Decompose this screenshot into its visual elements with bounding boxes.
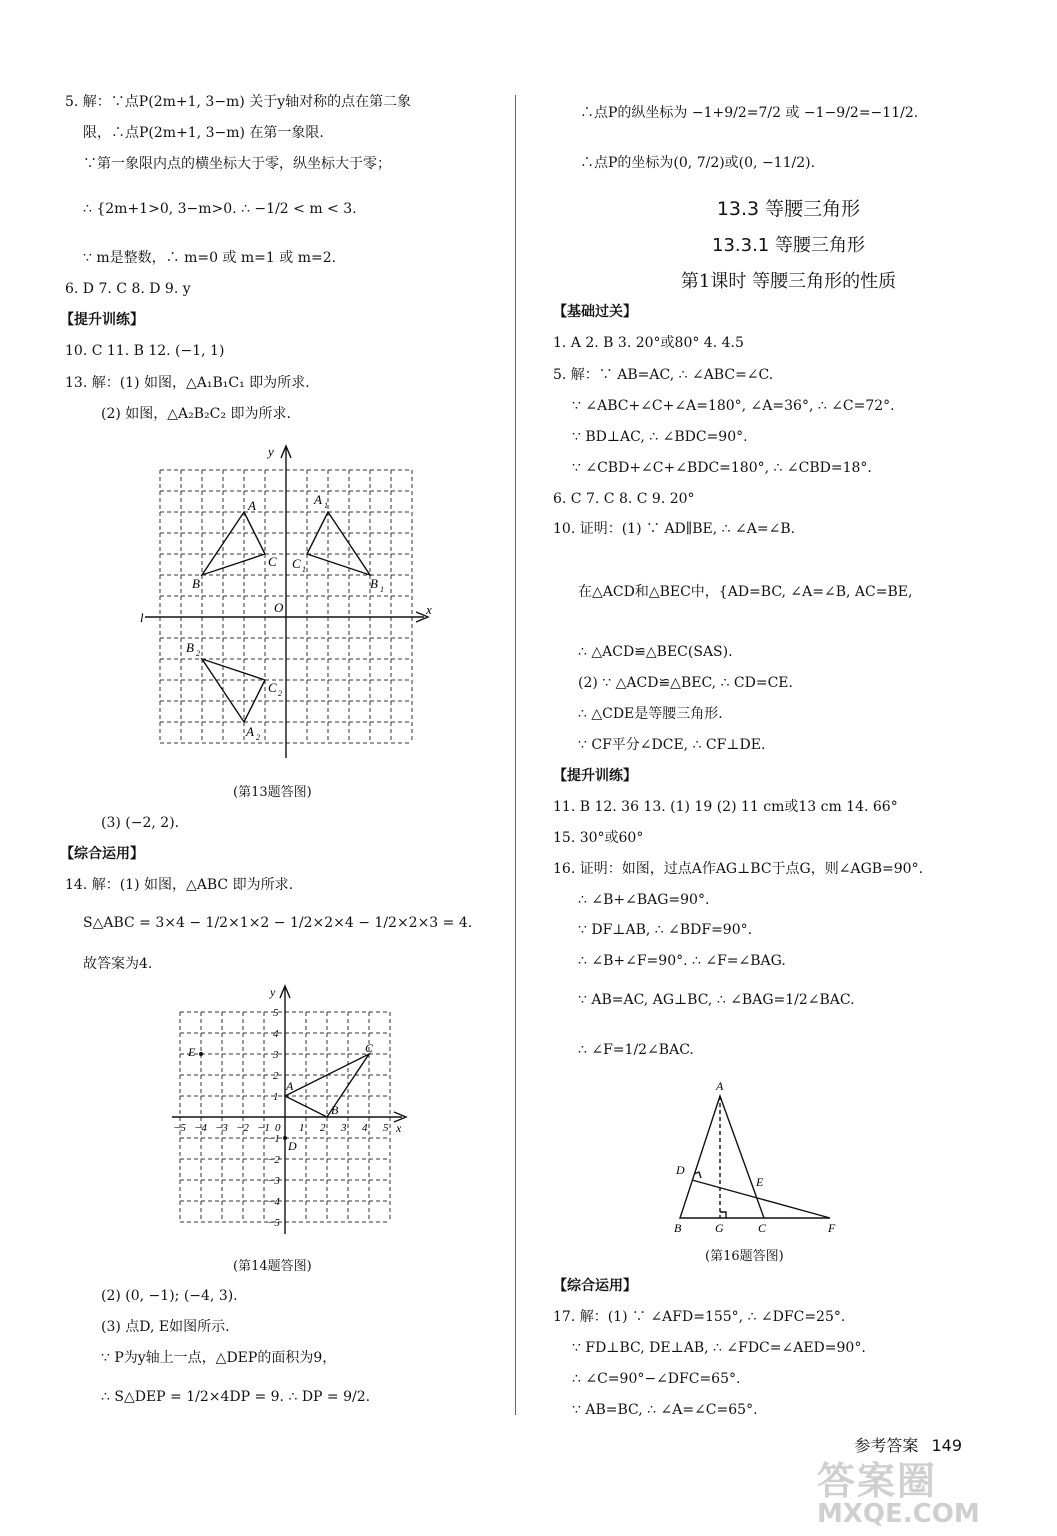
tick-label: 4 [273,1028,279,1040]
text-line: ∴点P的坐标为(0, 7/2)或(0, −11/2). [580,155,816,171]
section-heading: 【提升训练】 [553,768,637,784]
section-heading: 【综合运用】 [60,846,144,862]
text-line: ∵ P为y轴上一点，△DEP的面积为9， [101,1350,337,1366]
text-line: 17. 解：(1) ∵ ∠AFD=155°, ∴ ∠DFC=25°. [553,1309,846,1325]
section-title: 13.3 等腰三角形 [716,198,861,220]
page-number: 149 [931,1436,962,1455]
text-line: 10. C 11. B 12. (−1, 1) [65,343,225,359]
point-C-label: C [758,1221,767,1235]
point-D-label: D [288,1139,297,1153]
text-line: ∴ ∠B+∠F=90°. ∴ ∠F=∠BAG. [578,953,786,969]
subscript: 2 [278,689,282,698]
point-C-label: C [268,554,277,569]
tick-label: −1 [267,1133,280,1145]
axis-y-label: y [270,985,276,999]
point-E-dot [199,1052,203,1056]
point-D-dot [283,1136,287,1140]
text-line: 16. 证明：如图，过点A作AG⊥BC于点G，则∠AGB=90°. [553,861,924,877]
text-line: ∵ m是整数，∴ m=0 或 m=1 或 m=2. [83,250,337,266]
text-line: (2) ∵ △ACD≌△BEC, ∴ CD=CE. [578,675,793,691]
point-A-label: A [248,498,256,513]
tick-label: 2 [273,1070,279,1082]
text-line: ∴ ∠F=1/2∠BAC. [578,1042,694,1058]
point-B-label: B [674,1221,682,1235]
section-heading: 【提升训练】 [60,312,144,328]
footer-label: 参考答案 [854,1436,919,1455]
text-line: 11. B 12. 36 13. (1) 19 (2) 11 cm或13 cm 14. 66° [553,799,898,815]
text-line: 故答案为4. [83,956,153,972]
text-line: 13. 解：(1) 如图，△A₁B₁C₁ 即为所求. [65,375,310,391]
subscript: 1 [302,565,306,574]
section-heading: 【基础过关】 [553,304,637,320]
point-C2-label: C [268,680,277,695]
point-G-label: G [715,1221,724,1235]
text-line: ∵ DF⊥AB, ∴ ∠BDF=90°. [578,922,753,938]
point-F-label: F [828,1221,836,1235]
column-divider [515,95,516,1415]
text-line: ∵ AB=BC, ∴ ∠A=∠C=65°. [572,1402,758,1418]
tick-label: 3 [273,1049,279,1061]
text-line: ∵ ∠ABC+∠C+∠A=180°, ∠A=36°, ∴ ∠C=72°. [572,398,895,414]
figure-caption: (第16题答图) [705,1249,784,1264]
point-C1-label: C [292,556,301,571]
point-D-label: D [676,1163,685,1177]
text-line: ∴ △CDE是等腰三角形. [578,706,723,722]
tick-label: 5 [273,1007,279,1019]
subscript: 1 [324,501,328,510]
tick-label: −5 [267,1217,280,1229]
text-line: ∴ {2m+1>0, 3−m>0. ∴ −1/2 < m < 3. [83,201,357,217]
point-B1-label: B [370,576,378,591]
axis-x-label: x [426,602,432,617]
line-l-label: l [140,610,144,625]
text-line: ∵ BD⊥AC, ∴ ∠BDC=90°. [572,429,748,445]
subscript: 2 [196,649,200,658]
tick-label: −3 [267,1175,280,1187]
tick-label: −2 [236,1122,249,1134]
tick-label: 2 [320,1122,326,1134]
figure-caption: (第14题答图) [233,1259,312,1274]
figure-14-graph [160,982,410,1244]
section-heading: 【综合运用】 [553,1278,637,1294]
tick-label: 3 [341,1122,347,1134]
watermark [817,1450,1047,1530]
tick-label: 1 [273,1091,279,1103]
text-line: 6. C 7. C 8. C 9. 20° [553,491,695,507]
subscript: 1 [380,585,384,594]
tick-label: 0 [275,1122,281,1134]
text-line: 5. 解：∵点P(2m+1, 3−m) 关于y轴对称的点在第二象 [65,94,412,110]
figure-caption: (第13题答图) [233,785,312,800]
tick-label: −1 [257,1122,270,1134]
tick-label: −4 [267,1196,280,1208]
point-B-label: B [192,576,200,591]
text-line: 5. 解：∵ AB=AC, ∴ ∠ABC=∠C. [553,367,774,383]
text-line: 6. D 7. C 8. D 9. y [65,281,191,297]
text-line: ∵ AB=AC, AG⊥BC, ∴ ∠BAG=1/2∠BAC. [578,992,855,1008]
tick-label: −2 [267,1154,280,1166]
point-E-label: E [188,1045,196,1059]
text-line: 限，∴点P(2m+1, 3−m) 在第一象限. [83,125,324,141]
point-B-label: B [331,1103,339,1117]
figure-13-graph [140,440,440,760]
text-line: ∴ ∠C=90°−∠DFC=65°. [572,1371,741,1387]
text-line: (2) (0, −1); (−4, 3). [101,1288,238,1304]
tick-label: 5 [383,1122,389,1134]
text-line: 在△ACD和△BEC中，{AD=BC, ∠A=∠B, AC=BE, [578,584,913,600]
axis-x-label: x [396,1121,402,1135]
text-line: 1. A 2. B 3. 20°或80° 4. 4.5 [553,335,744,351]
text-line: ∵ ∠CBD+∠C+∠BDC=180°, ∴ ∠CBD=18°. [572,460,872,476]
subscript: 2 [256,733,260,742]
text-line: 10. 证明：(1) ∵ AD∥BE, ∴ ∠A=∠B. [553,521,796,537]
axis-y-label: y [268,444,274,459]
tick-label: −4 [194,1122,207,1134]
point-A1-label: A [314,492,322,507]
tick-label: −3 [215,1122,228,1134]
origin-label: O [274,600,284,615]
text-line: ∵第一象限内点的横坐标大于零，纵坐标大于零； [83,156,391,172]
point-C-label: C [365,1041,374,1055]
text-line: ∴ S△DEP = 1/2×4DP = 9. ∴ DP = 9/2. [101,1389,371,1405]
text-line: (3) (−2, 2). [101,815,180,831]
point-A2-label: A [246,724,254,739]
point-B2-label: B [186,640,194,655]
tick-label: 1 [299,1122,305,1134]
tick-label: 4 [362,1122,368,1134]
text-line: (3) 点D, E如图所示. [101,1319,230,1335]
text-line: S△ABC = 3×4 − 1/2×1×2 − 1/2×2×4 − 1/2×2×3 = 4. [83,915,473,931]
text-line: 14. 解：(1) 如图，△ABC 即为所求. [65,877,294,893]
watermark-top: 答案圈 [817,1459,938,1503]
text-line: 15. 30°或60° [553,830,644,846]
text-line: ∴ △ACD≌△BEC(SAS). [578,644,733,660]
subsection-title: 13.3.1 等腰三角形 [712,235,865,256]
text-line: (2) 如图，△A₂B₂C₂ 即为所求. [101,406,291,422]
point-A-label: A [716,1079,724,1093]
point-A-label: A [286,1079,294,1093]
text-line: ∵ CF平分∠DCE, ∴ CF⊥DE. [578,737,766,753]
watermark-bottom: MXQE.COM [817,1499,980,1529]
figure-16-triangle [670,1076,860,1236]
text-line: ∴点P的纵坐标为 −1+9/2=7/2 或 −1−9/2=−11/2. [580,105,919,121]
lesson-title: 第1课时 等腰三角形的性质 [680,271,897,292]
point-E-label: E [756,1175,764,1189]
tick-label: −5 [173,1122,186,1134]
text-line: ∴ ∠B+∠BAG=90°. [578,892,710,908]
text-line: ∵ FD⊥BC, DE⊥AB, ∴ ∠FDC=∠AED=90°. [572,1340,866,1356]
